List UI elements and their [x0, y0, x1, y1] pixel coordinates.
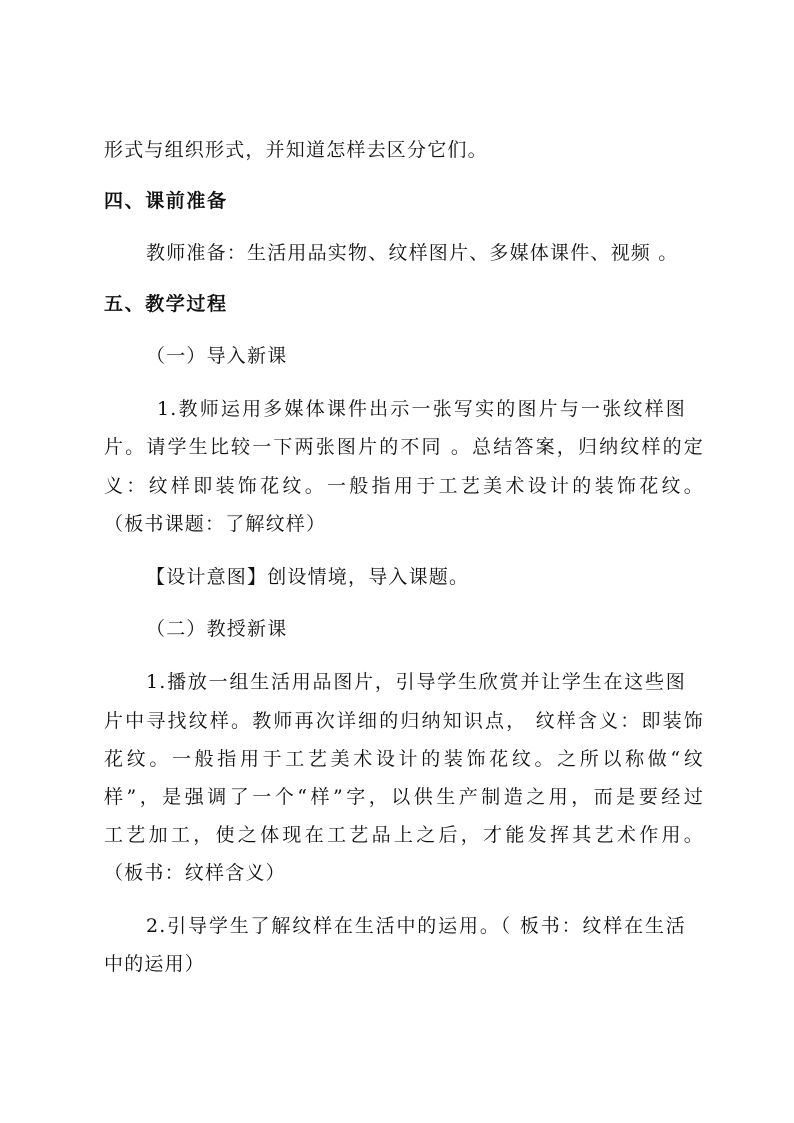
design-intent-note: 【设计意图】创设情境，导入课题。 [146, 566, 470, 588]
paragraph-line: 1.播放一组生活用品图片，引导学生欣赏并让学生在这些图 [146, 671, 686, 693]
paragraph-line: 2.引导学生了解纹样在生活中的运用。（ 板书：纹样在生活 [146, 915, 686, 937]
paragraph-line: （板书课题：了解纹样） [104, 513, 327, 535]
subheading-introduction: （一）导入新课 [146, 345, 288, 367]
paragraph-line: （板书：纹样含义） [104, 862, 286, 884]
paragraph-line: 工艺加工，使之体现在工艺品上之后，才能发挥其艺术作用。 [104, 824, 704, 846]
paragraph-line: 1.教师运用多媒体课件出示一张写实的图片与一张纹样图 [157, 398, 686, 420]
section-heading-preparation: 四、课前准备 [104, 190, 228, 212]
paragraph-teacher-preparation: 教师准备：生活用品实物、纹样图片、多媒体课件、视频 。 [146, 242, 679, 264]
paragraph-line: 片。请学生比较一下两张图片的不同 。总结答案，归纳纹样的定 [104, 436, 704, 458]
section-heading-teaching-process: 五、教学过程 [104, 293, 228, 315]
subheading-new-lesson: （二）教授新课 [146, 618, 288, 640]
paragraph-line: 样”，是强调了一个“样”字，以供生产制造之用，而是要经过 [104, 786, 704, 808]
paragraph-line: 义：纹样即装饰花纹。一般指用于工艺美术设计的装饰花纹。 [104, 475, 704, 497]
paragraph-line-continuation: 形式与组织形式，并知道怎样去区分它们。 [104, 139, 488, 161]
paragraph-line: 中的运用） [104, 953, 206, 975]
paragraph-line: 花纹。一般指用于工艺美术设计的装饰花纹。之所以称做“纹 [104, 748, 704, 770]
paragraph-line: 片中寻找纹样。教师再次详细的归纳知识点， 纹样含义：即装饰 [104, 710, 704, 732]
